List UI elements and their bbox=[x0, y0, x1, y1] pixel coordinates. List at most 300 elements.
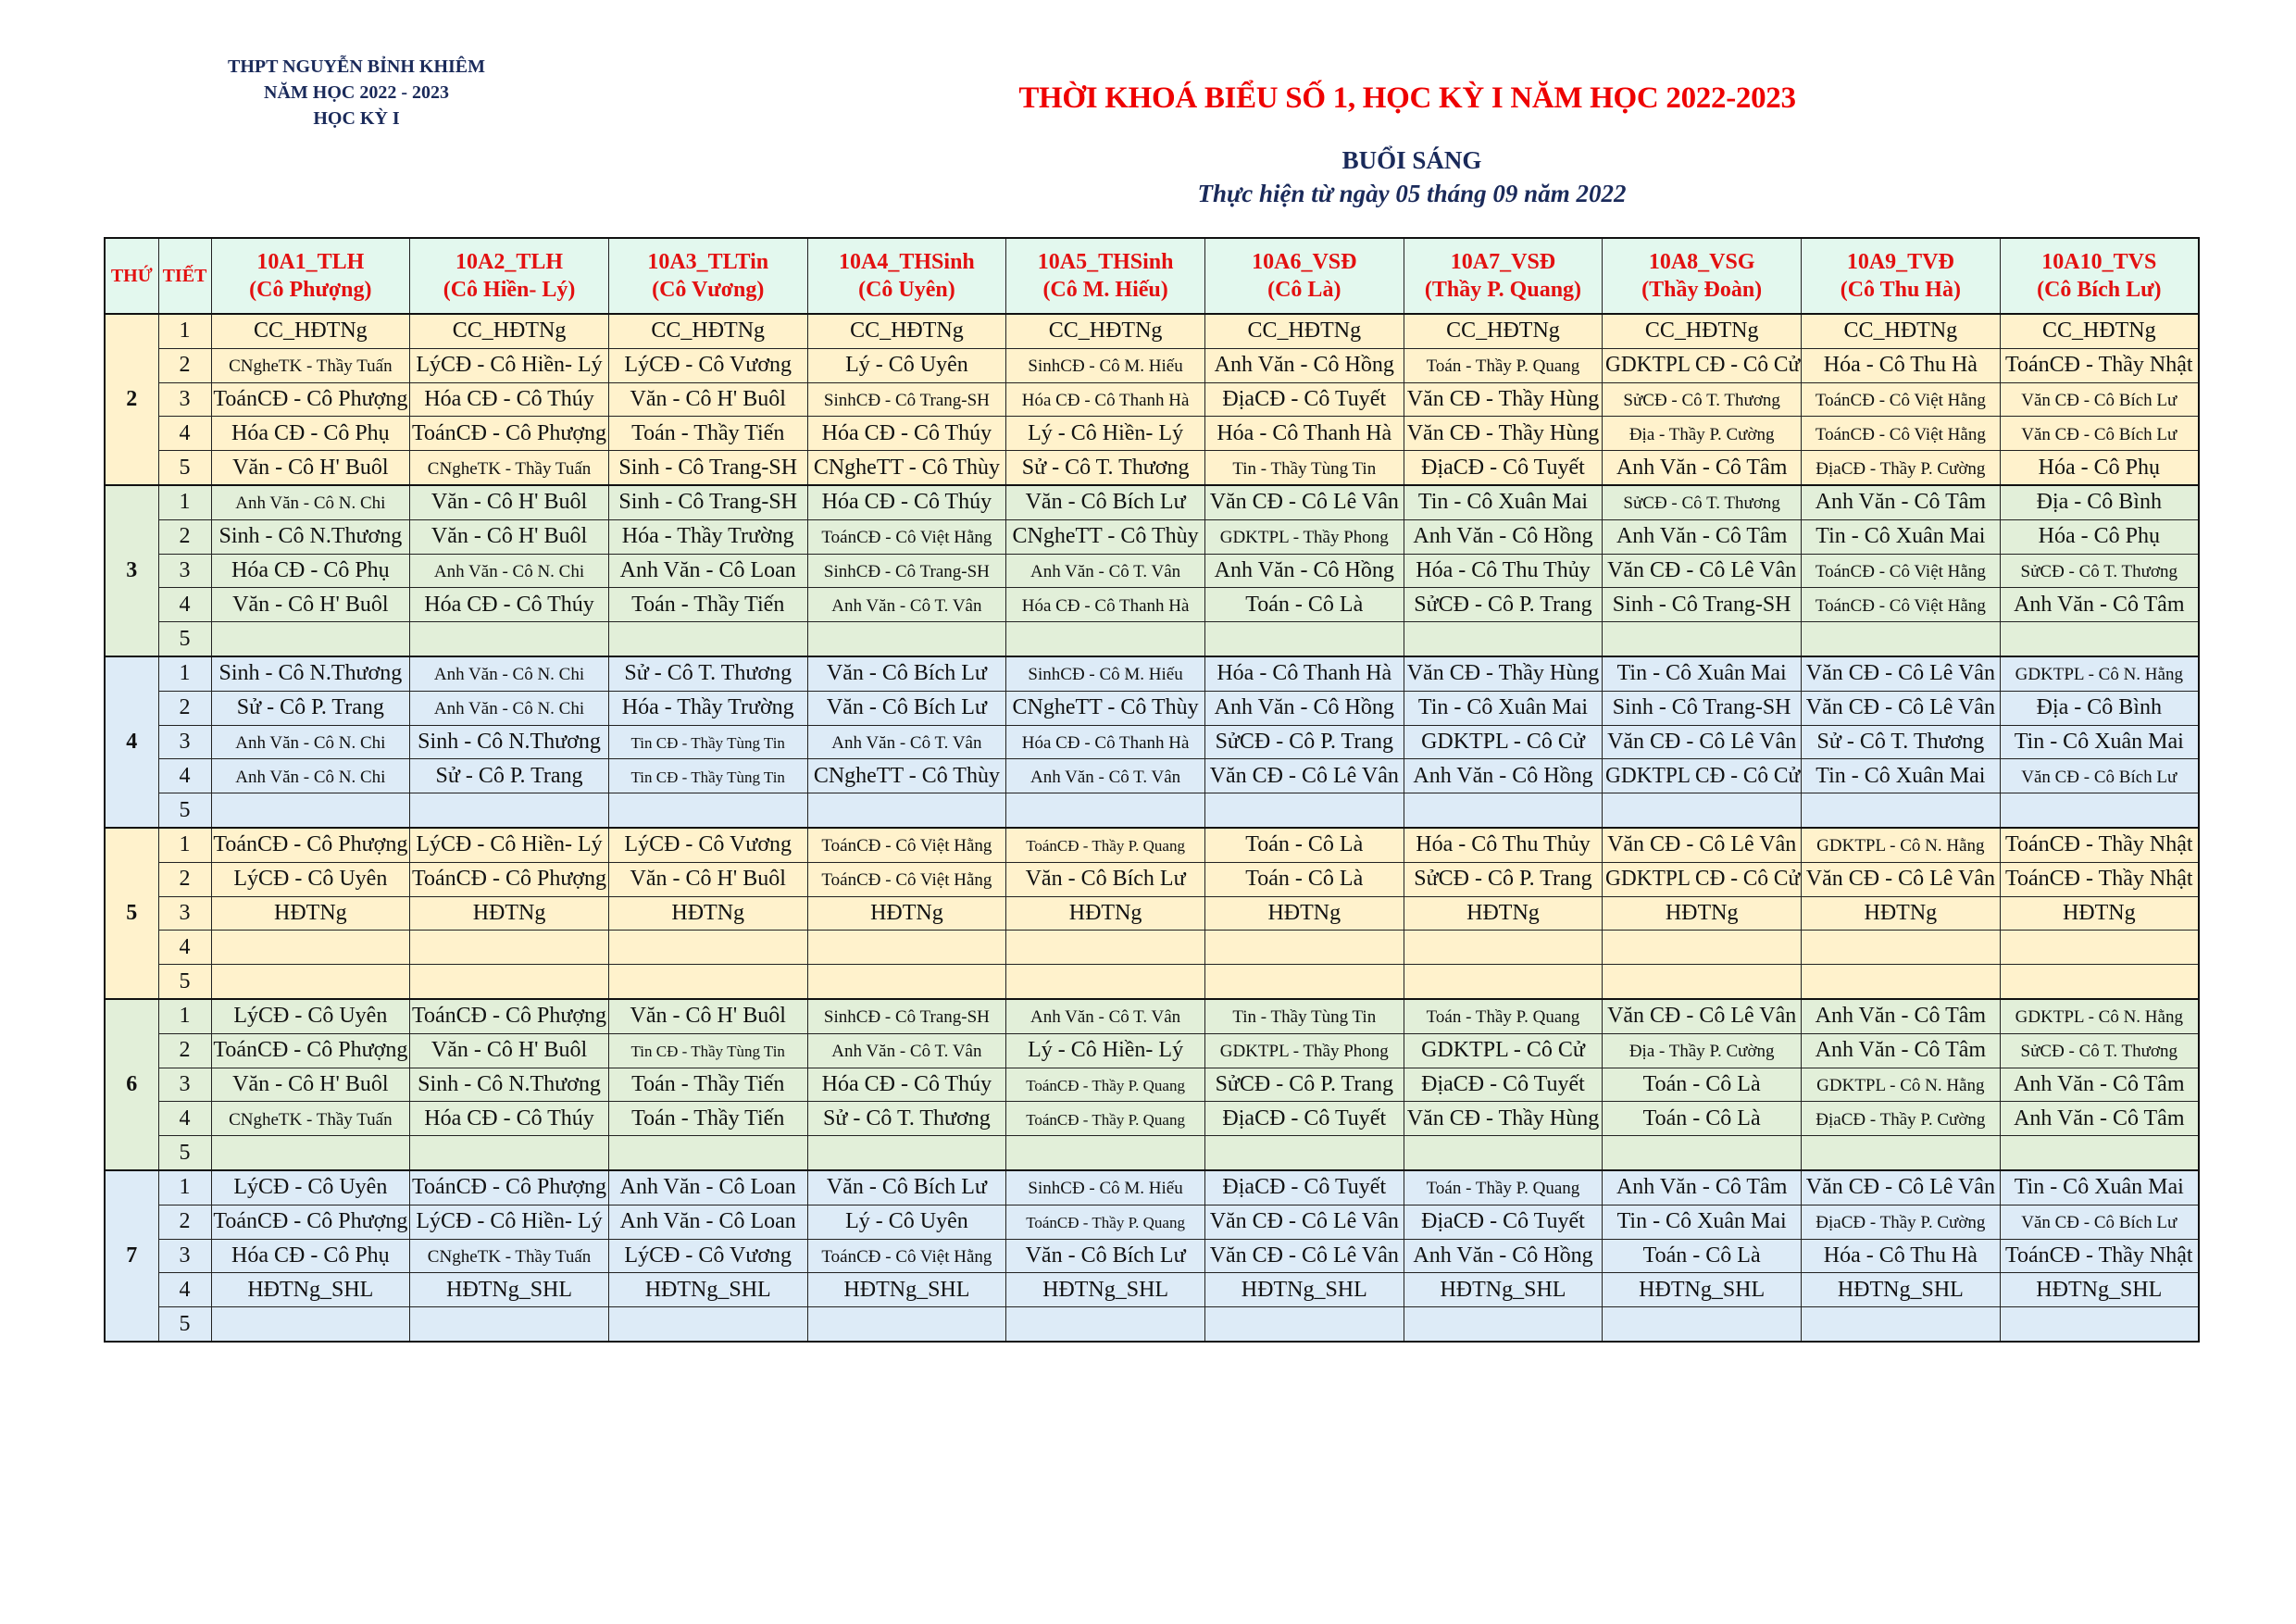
lesson-text: Tin - Cô Xuân Mai bbox=[1417, 695, 1589, 720]
lesson-text: Văn - Cô H' Buôl bbox=[232, 455, 389, 480]
lesson-cell bbox=[211, 828, 410, 862]
class-header bbox=[410, 238, 609, 314]
lesson-cell bbox=[807, 314, 1006, 348]
lesson-cell bbox=[608, 759, 807, 793]
school-semester: HỌC KỲ I bbox=[313, 108, 400, 129]
lesson-cell bbox=[608, 1170, 807, 1205]
lesson-cell bbox=[2000, 622, 2199, 656]
period-cell: 4 bbox=[158, 1102, 211, 1136]
lesson-text: Sinh - Cô Trang-SH bbox=[1612, 695, 1791, 720]
lesson-cell bbox=[807, 1170, 1006, 1205]
lesson-cell bbox=[211, 588, 410, 622]
lesson-cell bbox=[608, 1273, 807, 1307]
class-code: 10A3_TLTin bbox=[647, 250, 769, 274]
lesson-text: ToánCĐ - Thầy P. Quang bbox=[1026, 1076, 1185, 1094]
lesson-cell bbox=[1204, 588, 1404, 622]
lesson-text: ToánCĐ - Thầy Nhật bbox=[2005, 353, 2193, 378]
lesson-cell bbox=[2000, 691, 2199, 725]
lesson-text: Hóa - Cô Thanh Hà bbox=[1217, 661, 1392, 686]
lesson-cell bbox=[211, 348, 410, 382]
lesson-text: ĐịaCĐ - Cô Tuyết bbox=[1222, 1175, 1387, 1200]
lesson-text: ToánCĐ - Cô Việt Hằng bbox=[821, 528, 992, 548]
homeroom-teacher: (Cô Hiền- Lý) bbox=[443, 278, 576, 302]
lesson-cell bbox=[410, 519, 609, 554]
lesson-cell bbox=[608, 554, 807, 588]
lesson-text: LýCĐ - Cô Uyên bbox=[233, 1004, 388, 1029]
lesson-cell bbox=[807, 999, 1006, 1033]
lesson-text: Toán - Thầy Tiến bbox=[631, 592, 785, 617]
lesson-cell bbox=[608, 1205, 807, 1239]
class-code: 10A4_THSinh bbox=[839, 250, 975, 274]
lesson-text: Hóa CĐ - Cô Thúy bbox=[821, 490, 992, 515]
lesson-text: LýCĐ - Cô Uyên bbox=[233, 867, 388, 892]
lesson-text: Văn - Cô Bích Lư bbox=[1025, 1243, 1186, 1268]
lesson-text: Anh Văn - Cô T. Vân bbox=[1029, 767, 1181, 787]
lesson-cell bbox=[1404, 965, 1603, 999]
lesson-cell bbox=[1006, 348, 1205, 382]
lesson-cell bbox=[1204, 691, 1404, 725]
lesson-text: Anh Văn - Cô Loan bbox=[619, 1209, 796, 1234]
lesson-text: Hóa CĐ - Cô Thúy bbox=[821, 420, 992, 445]
lesson-cell bbox=[1006, 759, 1205, 793]
lesson-text: ToánCĐ - Cô Phượng bbox=[213, 1038, 408, 1063]
lesson-text: GDKTPL CĐ - Cô Cử bbox=[1605, 763, 1801, 788]
lesson-cell bbox=[1006, 622, 1205, 656]
lesson-cell bbox=[2000, 485, 2199, 519]
effective-date: Thực hiện từ ngày 05 tháng 09 năm 2022 bbox=[1197, 180, 1627, 207]
lesson-cell bbox=[211, 691, 410, 725]
lesson-text: Văn CĐ - Thầy Hùng bbox=[1406, 1106, 1600, 1131]
lesson-cell bbox=[1404, 999, 1603, 1033]
class-header bbox=[1006, 238, 1205, 314]
day-cell: 3 bbox=[105, 485, 158, 656]
lesson-text: Hóa - Thầy Trường bbox=[621, 524, 794, 549]
lesson-text: HĐTNg_SHL bbox=[1042, 1277, 1169, 1302]
table-row bbox=[105, 828, 2199, 862]
lesson-text: GDKTPL - Cô N. Hằng bbox=[1816, 836, 1985, 856]
lesson-text: HĐTNg_SHL bbox=[1241, 1277, 1367, 1302]
period-cell: 2 bbox=[158, 862, 211, 896]
lesson-cell bbox=[2000, 1307, 2199, 1342]
lesson-cell bbox=[807, 554, 1006, 588]
lesson-text: Văn - Cô Bích Lư bbox=[826, 661, 987, 686]
lesson-text: Văn CĐ - Cô Lê Vân bbox=[1209, 1209, 1399, 1234]
lesson-cell bbox=[410, 1136, 609, 1170]
lesson-cell bbox=[410, 1273, 609, 1307]
lesson-cell bbox=[1006, 1205, 1205, 1239]
lesson-cell bbox=[211, 1033, 410, 1068]
lesson-text: Tin CĐ - Thầy Tùng Tin bbox=[630, 733, 785, 752]
period-cell: 5 bbox=[158, 965, 211, 999]
lesson-cell bbox=[1006, 588, 1205, 622]
lesson-text: Anh Văn - Cô Loan bbox=[619, 1175, 796, 1200]
lesson-text: Sử - Cô T. Thương bbox=[1021, 455, 1190, 480]
lesson-text: Tin - Thầy Tùng Tin bbox=[1232, 1007, 1377, 1028]
period-cell: 5 bbox=[158, 793, 211, 828]
lesson-text: ToánCĐ - Thầy P. Quang bbox=[1026, 837, 1185, 856]
lesson-cell bbox=[807, 1033, 1006, 1068]
lesson-text: Văn CĐ - Cô Lê Vân bbox=[1607, 729, 1797, 754]
lesson-cell bbox=[2000, 519, 2199, 554]
lesson-cell bbox=[807, 1273, 1006, 1307]
lesson-cell bbox=[2000, 828, 2199, 862]
lesson-text: Văn CĐ - Cô Lê Vân bbox=[1209, 763, 1399, 788]
lesson-text: Tin - Cô Xuân Mai bbox=[1816, 763, 1986, 788]
lesson-cell bbox=[1802, 348, 2001, 382]
lesson-cell bbox=[608, 931, 807, 965]
lesson-cell bbox=[211, 759, 410, 793]
class-code: 10A2_TLH bbox=[455, 250, 564, 274]
lesson-cell bbox=[608, 451, 807, 485]
lesson-text: Hóa CĐ - Cô Phụ bbox=[231, 557, 390, 582]
table-row bbox=[105, 691, 2199, 725]
lesson-cell bbox=[2000, 656, 2199, 691]
lesson-cell bbox=[807, 348, 1006, 382]
lesson-text: Hóa - Cô Phụ bbox=[2038, 524, 2160, 549]
day-column-header: THỨ bbox=[105, 238, 158, 314]
lesson-cell bbox=[1603, 656, 1802, 691]
lesson-text: HĐTNg_SHL bbox=[843, 1277, 970, 1302]
lesson-text: SửCĐ - Cô P. Trang bbox=[1215, 729, 1393, 754]
table-row bbox=[105, 588, 2199, 622]
lesson-text: Văn - Cô H' Buôl bbox=[630, 1004, 786, 1029]
lesson-cell bbox=[1404, 1307, 1603, 1342]
lesson-cell bbox=[1802, 931, 2001, 965]
lesson-cell bbox=[211, 314, 410, 348]
period-cell: 4 bbox=[158, 417, 211, 451]
lesson-cell bbox=[1802, 691, 2001, 725]
lesson-text: Tin - Cô Xuân Mai bbox=[2014, 729, 2184, 754]
lesson-text: Anh Văn - Cô Tâm bbox=[1815, 1038, 1987, 1063]
table-row bbox=[105, 656, 2199, 691]
lesson-text: ToánCĐ - Cô Việt Hằng bbox=[821, 1246, 992, 1267]
lesson-cell bbox=[2000, 931, 2199, 965]
lesson-text: Hóa CĐ - Cô Thanh Hà bbox=[1021, 595, 1190, 616]
lesson-text: Toán - Thầy Tiến bbox=[631, 1106, 785, 1131]
lesson-cell bbox=[211, 656, 410, 691]
lesson-text: Tin CĐ - Thầy Tùng Tin bbox=[630, 1043, 785, 1061]
lesson-text: ĐịaCĐ - Thầy P. Cường bbox=[1816, 1213, 1986, 1233]
lesson-text: Hóa CĐ - Cô Thúy bbox=[424, 1106, 594, 1131]
lesson-text: Toán - Cô Là bbox=[1642, 1106, 1761, 1131]
lesson-cell bbox=[608, 793, 807, 828]
lesson-cell bbox=[608, 1068, 807, 1102]
lesson-text: Toán - Thầy P. Quang bbox=[1426, 1179, 1580, 1199]
class-header bbox=[608, 238, 807, 314]
lesson-cell bbox=[1802, 1273, 2001, 1307]
lesson-cell bbox=[211, 1102, 410, 1136]
homeroom-teacher: (Thầy Đoàn) bbox=[1641, 278, 1763, 302]
lesson-cell bbox=[1204, 1136, 1404, 1170]
lesson-text: Văn CĐ - Cô Bích Lư bbox=[2021, 390, 2177, 410]
lesson-cell bbox=[1006, 828, 1205, 862]
lesson-text: HĐTNg bbox=[1864, 900, 1938, 925]
lesson-cell bbox=[211, 622, 410, 656]
school-name: THPT NGUYỄN BỈNH KHIÊM bbox=[228, 56, 485, 77]
lesson-text: Tin - Thầy Tùng Tin bbox=[1232, 458, 1377, 479]
lesson-cell bbox=[1802, 1307, 2001, 1342]
lesson-text: ĐịaCĐ - Cô Tuyết bbox=[1421, 455, 1585, 480]
day-cell: 6 bbox=[105, 999, 158, 1170]
lesson-text: Địa - Cô Bình bbox=[2036, 490, 2162, 515]
lesson-cell bbox=[1204, 1239, 1404, 1273]
lesson-cell bbox=[410, 451, 609, 485]
lesson-cell bbox=[1404, 1170, 1603, 1205]
lesson-text: ToánCĐ - Cô Việt Hằng bbox=[1815, 424, 1986, 444]
lesson-cell bbox=[1204, 862, 1404, 896]
lesson-cell bbox=[1204, 793, 1404, 828]
lesson-cell bbox=[1802, 759, 2001, 793]
lesson-cell bbox=[1603, 862, 1802, 896]
lesson-text: Toán - Cô Là bbox=[1245, 867, 1364, 892]
lesson-cell bbox=[1802, 1239, 2001, 1273]
lesson-cell bbox=[211, 1239, 410, 1273]
lesson-text: SinhCĐ - Cô Trang-SH bbox=[823, 1007, 990, 1028]
lesson-cell bbox=[410, 828, 609, 862]
lesson-text: ĐịaCĐ - Thầy P. Cường bbox=[1816, 458, 1986, 479]
lesson-text: GDKTPL - Cô N. Hằng bbox=[1816, 1075, 1985, 1095]
lesson-cell bbox=[1603, 931, 1802, 965]
lesson-cell bbox=[1603, 519, 1802, 554]
lesson-text: Anh Văn - Cô Tâm bbox=[1616, 524, 1788, 549]
lesson-text: Văn CĐ - Cô Lê Vân bbox=[1805, 695, 1995, 720]
lesson-cell bbox=[1204, 1273, 1404, 1307]
lesson-cell bbox=[1802, 417, 2001, 451]
lesson-text: Anh Văn - Cô N. Chi bbox=[235, 732, 386, 753]
lesson-cell bbox=[1404, 691, 1603, 725]
lesson-text: Văn CĐ - Thầy Hùng bbox=[1406, 386, 1600, 411]
lesson-cell bbox=[1204, 485, 1404, 519]
lesson-cell bbox=[1006, 931, 1205, 965]
lesson-cell bbox=[410, 896, 609, 931]
lesson-cell bbox=[807, 451, 1006, 485]
lesson-cell bbox=[1204, 519, 1404, 554]
lesson-text: Anh Văn - Cô T. Vân bbox=[1029, 561, 1181, 581]
lesson-cell bbox=[1404, 1205, 1603, 1239]
lesson-cell bbox=[2000, 1068, 2199, 1102]
lesson-cell bbox=[1603, 1205, 1802, 1239]
lesson-text: HĐTNg bbox=[472, 900, 546, 925]
period-cell: 2 bbox=[158, 1033, 211, 1068]
lesson-cell bbox=[211, 519, 410, 554]
lesson-text: Hóa CĐ - Cô Thanh Hà bbox=[1021, 732, 1190, 753]
period-cell: 4 bbox=[158, 588, 211, 622]
lesson-text: Anh Văn - Cô T. Vân bbox=[831, 732, 982, 753]
lesson-cell bbox=[2000, 348, 2199, 382]
lesson-text: Văn CĐ - Cô Bích Lư bbox=[2021, 1213, 2177, 1233]
lesson-text: Văn CĐ - Cô Lê Vân bbox=[1607, 832, 1797, 857]
lesson-text: Văn - Cô H' Buôl bbox=[430, 524, 588, 549]
table-row bbox=[105, 554, 2199, 588]
lesson-cell bbox=[410, 314, 609, 348]
lesson-cell bbox=[1802, 622, 2001, 656]
lesson-text: CC_HĐTNg bbox=[452, 319, 567, 344]
lesson-cell bbox=[2000, 314, 2199, 348]
lesson-text: LýCĐ - Cô Vương bbox=[624, 1243, 792, 1268]
lesson-cell bbox=[1006, 1307, 1205, 1342]
lesson-cell bbox=[1603, 417, 1802, 451]
lesson-text: Anh Văn - Cô T. Vân bbox=[831, 595, 982, 616]
lesson-cell bbox=[807, 1205, 1006, 1239]
lesson-text: HĐTNg_SHL bbox=[2036, 1277, 2163, 1302]
lesson-cell bbox=[1404, 1136, 1603, 1170]
lesson-text: CC_HĐTNg bbox=[1446, 319, 1560, 344]
period-cell: 4 bbox=[158, 759, 211, 793]
lesson-cell bbox=[807, 656, 1006, 691]
lesson-text: Văn - Cô H' Buôl bbox=[430, 490, 588, 515]
lesson-cell bbox=[410, 1033, 609, 1068]
lesson-cell bbox=[211, 554, 410, 588]
lesson-cell bbox=[410, 348, 609, 382]
lesson-cell bbox=[807, 1102, 1006, 1136]
lesson-cell bbox=[1204, 417, 1404, 451]
lesson-text: Sinh - Cô N.Thương bbox=[418, 729, 601, 754]
lesson-cell bbox=[2000, 1170, 2199, 1205]
lesson-text: Văn - Cô Bích Lư bbox=[826, 1175, 987, 1200]
lesson-cell bbox=[211, 965, 410, 999]
lesson-cell bbox=[1802, 519, 2001, 554]
lesson-text: SửCĐ - Cô P. Trang bbox=[1215, 1071, 1393, 1096]
period-cell: 5 bbox=[158, 622, 211, 656]
lesson-cell bbox=[2000, 759, 2199, 793]
lesson-cell bbox=[1006, 451, 1205, 485]
class-code: 10A6_VSĐ bbox=[1252, 250, 1357, 274]
table-row bbox=[105, 896, 2199, 931]
lesson-cell bbox=[1802, 451, 2001, 485]
lesson-text: Anh Văn - Cô N. Chi bbox=[235, 767, 386, 787]
lesson-text: Văn CĐ - Cô Lê Vân bbox=[1805, 867, 1995, 892]
table-row bbox=[105, 1307, 2199, 1342]
lesson-text: Anh Văn - Cô Tâm bbox=[2014, 592, 2185, 617]
lesson-cell bbox=[608, 485, 807, 519]
lesson-text: Anh Văn - Cô Tâm bbox=[1616, 455, 1788, 480]
lesson-text: Anh Văn - Cô Tâm bbox=[2014, 1071, 2185, 1096]
lesson-text: Sử - Cô P. Trang bbox=[435, 763, 583, 788]
lesson-cell bbox=[1006, 862, 1205, 896]
period-cell: 1 bbox=[158, 999, 211, 1033]
lesson-text: Hóa CĐ - Cô Thúy bbox=[424, 386, 594, 411]
table-row bbox=[105, 348, 2199, 382]
lesson-cell bbox=[1404, 485, 1603, 519]
lesson-cell bbox=[1802, 588, 2001, 622]
class-code: 10A5_THSinh bbox=[1037, 250, 1174, 274]
lesson-text: ToánCĐ - Cô Phượng bbox=[213, 386, 408, 411]
lesson-text: ToánCĐ - Thầy Nhật bbox=[2005, 867, 2193, 892]
homeroom-teacher: (Cô M. Hiếu) bbox=[1042, 278, 1168, 302]
table-row bbox=[105, 999, 2199, 1033]
lesson-text: CNgheTT - Cô Thùy bbox=[1012, 695, 1199, 720]
lesson-text: CNgheTK - Thầy Tuấn bbox=[229, 356, 393, 377]
class-header bbox=[2000, 238, 2199, 314]
lesson-cell bbox=[807, 691, 1006, 725]
lesson-cell bbox=[1603, 759, 1802, 793]
lesson-cell bbox=[1802, 1068, 2001, 1102]
lesson-cell bbox=[1404, 759, 1603, 793]
lesson-cell bbox=[807, 793, 1006, 828]
lesson-cell bbox=[1603, 793, 1802, 828]
class-code: 10A10_TVS bbox=[2041, 250, 2157, 274]
lesson-text: Tin - Cô Xuân Mai bbox=[1616, 1209, 1787, 1234]
lesson-cell bbox=[2000, 554, 2199, 588]
lesson-cell bbox=[410, 1239, 609, 1273]
lesson-cell bbox=[1006, 1136, 1205, 1170]
lesson-cell bbox=[1006, 1033, 1205, 1068]
lesson-cell bbox=[1006, 1170, 1205, 1205]
lesson-text: Hóa - Cô Thanh Hà bbox=[1217, 420, 1392, 445]
lesson-text: Hóa CĐ - Cô Thúy bbox=[424, 592, 594, 617]
lesson-text: Tin - Cô Xuân Mai bbox=[2014, 1175, 2184, 1200]
lesson-text: Văn - Cô H' Buôl bbox=[630, 386, 786, 411]
lesson-text: Hóa - Cô Thu Thủy bbox=[1416, 832, 1591, 857]
lesson-cell bbox=[1404, 1239, 1603, 1273]
lesson-text: Văn CĐ - Cô Lê Vân bbox=[1607, 557, 1797, 582]
class-header bbox=[1404, 238, 1603, 314]
lesson-cell bbox=[410, 1307, 609, 1342]
lesson-text: ToánCĐ - Thầy Nhật bbox=[2005, 832, 2193, 857]
lesson-text: CNgheTK - Thầy Tuấn bbox=[427, 1246, 592, 1267]
lesson-text: Anh Văn - Cô Tâm bbox=[2014, 1106, 2185, 1131]
table-row bbox=[105, 622, 2199, 656]
lesson-cell bbox=[608, 622, 807, 656]
table-row bbox=[105, 1033, 2199, 1068]
lesson-cell bbox=[1404, 554, 1603, 588]
lesson-text: LýCĐ - Cô Hiền- Lý bbox=[416, 832, 603, 857]
lesson-text: CNgheTK - Thầy Tuấn bbox=[427, 458, 592, 479]
lesson-cell bbox=[211, 793, 410, 828]
lesson-text: ToánCĐ - Cô Phượng bbox=[412, 420, 607, 445]
lesson-cell bbox=[1204, 1033, 1404, 1068]
lesson-text: Toán - Cô Là bbox=[1642, 1243, 1761, 1268]
lesson-text: LýCĐ - Cô Vương bbox=[624, 832, 792, 857]
lesson-cell bbox=[1404, 931, 1603, 965]
table-row bbox=[105, 725, 2199, 759]
lesson-text: GDKTPL CĐ - Cô Cử bbox=[1605, 867, 1801, 892]
lesson-cell bbox=[410, 622, 609, 656]
lesson-cell bbox=[1802, 828, 2001, 862]
lesson-cell bbox=[608, 1102, 807, 1136]
lesson-text: HĐTNg_SHL bbox=[1639, 1277, 1766, 1302]
lesson-cell bbox=[410, 999, 609, 1033]
lesson-text: Anh Văn - Cô T. Vân bbox=[1029, 1007, 1181, 1028]
lesson-text: Văn CĐ - Cô Lê Vân bbox=[1805, 661, 1995, 686]
lesson-cell bbox=[211, 896, 410, 931]
lesson-text: SửCĐ - Cô T. Thương bbox=[1623, 390, 1780, 410]
lesson-text: CNgheTT - Cô Thùy bbox=[813, 455, 1000, 480]
lesson-cell bbox=[410, 485, 609, 519]
lesson-cell bbox=[1006, 519, 1205, 554]
lesson-text: GDKTPL - Thầy Phong bbox=[1219, 1042, 1389, 1062]
lesson-text: Sử - Cô T. Thương bbox=[823, 1106, 991, 1131]
homeroom-teacher: (Cô Vương) bbox=[652, 278, 765, 302]
lesson-cell bbox=[1603, 1102, 1802, 1136]
lesson-cell bbox=[1404, 862, 1603, 896]
day-cell: 4 bbox=[105, 656, 158, 828]
period-cell: 3 bbox=[158, 1239, 211, 1273]
lesson-text: Toán - Cô Là bbox=[1642, 1071, 1761, 1096]
lesson-text: GDKTPL - Cô N. Hằng bbox=[2015, 665, 2183, 685]
lesson-text: HĐTNg_SHL bbox=[446, 1277, 573, 1302]
homeroom-teacher: (Cô Là) bbox=[1267, 278, 1341, 302]
lesson-cell bbox=[807, 622, 1006, 656]
lesson-text: Văn - Cô H' Buôl bbox=[232, 1071, 389, 1096]
lesson-text: Văn - Cô H' Buôl bbox=[430, 1038, 588, 1063]
table-row bbox=[105, 759, 2199, 793]
table-row bbox=[105, 1136, 2199, 1170]
lesson-text: Sử - Cô T. Thương bbox=[1816, 729, 1985, 754]
lesson-cell bbox=[1204, 1307, 1404, 1342]
lesson-cell bbox=[1204, 1102, 1404, 1136]
lesson-cell bbox=[1204, 382, 1404, 417]
